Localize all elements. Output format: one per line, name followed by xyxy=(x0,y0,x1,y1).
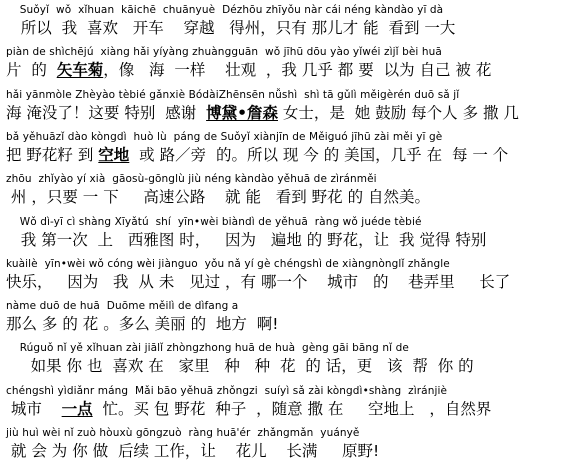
pinyin-row: Rúguǒ nǐ yě xǐhuan zài jiālǐ zhòngzhong huā de huà gèng gāi bāng nǐ de xyxy=(6,342,409,355)
pinyin-row: Suǒyǐ wǒ xǐhuan kāichē chuānyuè Dézhōu zhīyǒu nàr cái néng kàndào yī dà xyxy=(6,4,444,16)
emphasized-term: 一点 xyxy=(61,399,93,418)
pinyin-row: hǎi yānmòle Zhèyào tèbié gǎnxiè BódàiZhēnsēn nǚshì shì tā gǔlì měigèrén duō sǎ jǐ xyxy=(6,88,460,101)
text-line xyxy=(0,130,570,168)
hanzi-row xyxy=(6,356,474,376)
text-line xyxy=(0,215,570,253)
pinyin-row: piàn de shìchējú xiàng hǎi yíyàng zhuàngguān wǒ jīhū dōu yào yǐwéi zìjǐ bèi huā xyxy=(6,46,442,59)
hanzi-row xyxy=(6,187,430,207)
hanzi-row xyxy=(6,145,508,165)
hanzi-segment: 所以 我 喜欢 开车 穿越 得州，只有 那儿才 能 看到 一大 xyxy=(6,19,456,37)
pinyin-row: nàme duō de huā Duōme měilì de dìfang a xyxy=(6,300,239,313)
text-line xyxy=(0,426,570,464)
emphasized-term: 博黛•詹森 xyxy=(206,103,278,122)
pinyin-row: jiù huì wèi nǐ zuò hòuxù gōngzuò ràng huā'ér zhǎngmǎn yuányě xyxy=(6,427,360,439)
hanzi-segment: 或 路／旁 的。所以 现 今 的 美国，几乎 在 每 一 个 xyxy=(129,145,509,164)
hanzi-segment: 片 的 xyxy=(6,61,57,80)
hanzi-row xyxy=(6,18,455,38)
text-line xyxy=(0,3,570,41)
hanzi-segment: ，像 海 一样 壮观 ，我 几乎 都 要 以为 自己 被 花 xyxy=(103,61,492,80)
pinyin-row: Wǒ dì-yī cì shàng Xīyǎtú shí yīn•wèi biàndì de yěhuā ràng wǒ juéde tèbié xyxy=(6,215,422,228)
hanzi-segment: 快乐， 因为 我 从 未 见过 ，有 哪一个 城市 的 巷弄里 长了 xyxy=(6,272,511,291)
text-line xyxy=(0,88,570,126)
hanzi-segment: 那么 多 的 花 。多么 美丽 的 地方 啊! xyxy=(6,315,279,334)
pinyin-row: kuàilè yīn•wèi wǒ cóng wèi jiànguo yǒu nǎ yí gè chéngshì de xiàngnònglǐ zhǎngle xyxy=(6,257,450,270)
hanzi-segment: 如果 你 也 喜欢 在 家里 种 种 花 的 话，更 该 帮 你 的 xyxy=(6,357,474,376)
text-line xyxy=(0,257,570,295)
hanzi-row xyxy=(6,441,379,461)
text-line xyxy=(0,299,570,337)
hanzi-segment: 城市 xyxy=(6,399,62,418)
hanzi-row xyxy=(6,60,491,80)
hanzi-row xyxy=(6,230,486,250)
hanzi-segment: 海 淹没了！这要 特别 感谢 xyxy=(6,103,207,122)
hanzi-segment: 州 ，只要 一 下 高速公路 就 能 看到 野花 的 自然美。 xyxy=(6,188,431,207)
hanzi-segment: 忙。买 包 野花 种子 ，随意 撒 在 空地上 ，自然界 xyxy=(92,399,492,418)
emphasized-term: 矢车菊 xyxy=(56,61,104,80)
text-line xyxy=(0,172,570,210)
hanzi-segment: 女士，是 她 鼓励 每个人 多 撒 几 xyxy=(278,103,519,122)
hanzi-row xyxy=(6,272,510,292)
hanzi-row xyxy=(6,314,279,334)
pinyin-row: chéngshì yìdiǎnr máng Mǎi bāo yěhuā zhǒngzi suíyì sǎ zài kòngdì•shàng zìránjiè xyxy=(6,384,448,397)
hanzi-segment: 把 野花籽 到 xyxy=(6,145,99,164)
text-line xyxy=(0,384,570,422)
emphasized-term: 空地 xyxy=(98,145,130,164)
hanzi-row xyxy=(6,103,519,123)
hanzi-segment: 我 第一次 上 西雅图 时， 因为 遍地 的 野花，让 我 觉得 特别 xyxy=(6,230,487,249)
text-line xyxy=(0,341,570,379)
hanzi-row xyxy=(6,399,491,419)
hanzi-segment: 就 会 为 你 做 后续 工作，让 花儿 长满 原野! xyxy=(6,442,380,460)
text-line xyxy=(0,45,570,83)
pinyin-row: bǎ yěhuāzǐ dào kòngdì huò lù páng de Suǒyǐ xiànjīn de Měiguó jīhū zài měi yī gè xyxy=(6,130,443,143)
pinyin-row: zhōu zhǐyào yí xià gāosù-gōnglù jiù néng kàndào yěhuā de zìránměi xyxy=(6,173,377,186)
